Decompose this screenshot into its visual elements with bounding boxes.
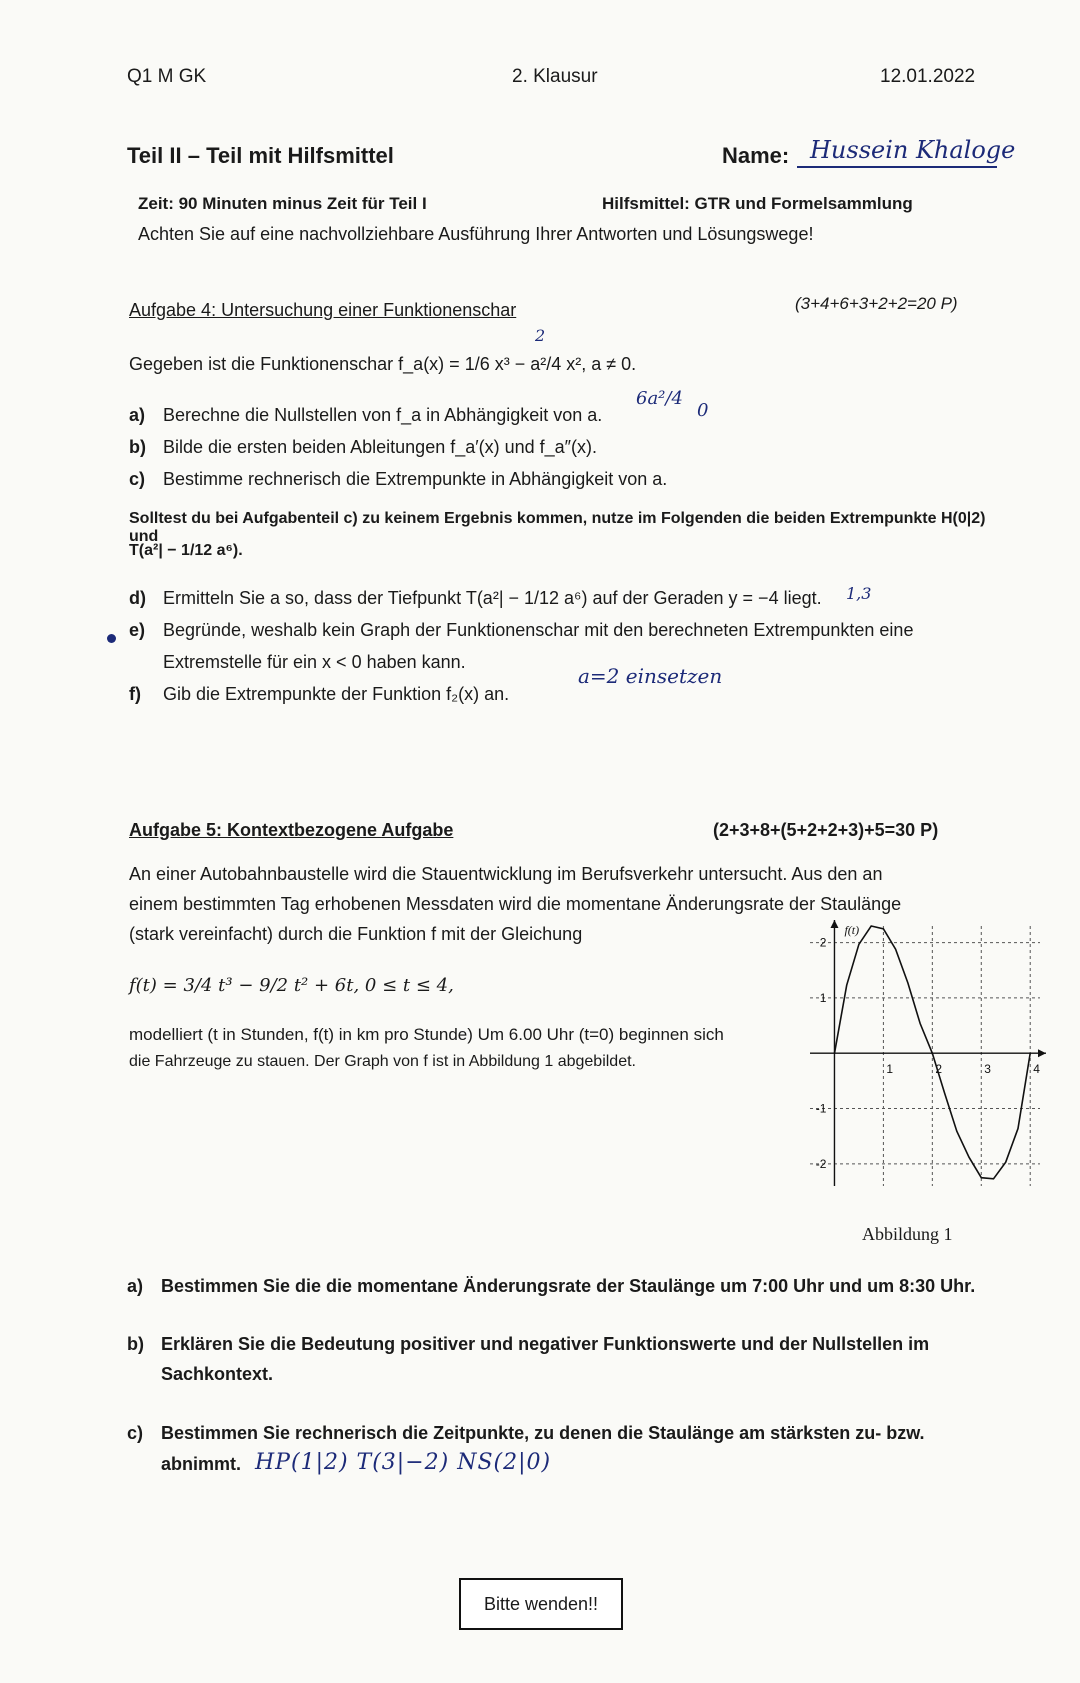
handwritten-zero: 0 xyxy=(697,400,709,421)
aids-note: Hilfsmittel: GTR und Formelsammlung xyxy=(602,194,913,213)
task4-item-d xyxy=(129,588,1029,612)
task5-item-a xyxy=(127,1276,1047,1300)
handwritten-f-note: a=2 einsetzen xyxy=(578,664,723,688)
figure-caption: Abbildung 1 xyxy=(862,1224,953,1244)
x-tick-label: 4 xyxy=(1033,1062,1040,1077)
task4-title: Aufgabe 4: Untersuchung einer Funktionenschar xyxy=(129,300,517,320)
name-label: Name: xyxy=(722,143,790,168)
time-note: Zeit: 90 Minuten minus Zeit für Teil I xyxy=(138,194,427,213)
instruction: Achten Sie auf eine nachvollziehbare Ausführung Ihrer Antworten und Lösungswege! xyxy=(138,224,814,244)
item-label: a) xyxy=(129,405,146,425)
item-text: Bestimmen Sie rechnerisch die Zeitpunkte, zu denen die Staulänge am stärksten zu- bzw. xyxy=(161,1423,925,1443)
task5-model-2: die Fahrzeuge zu stauen. Der Graph von f ist in Abbildung 1 abgebildet. xyxy=(129,1053,636,1070)
task4-points: (3+4+6+3+2+2=20 P) xyxy=(795,294,958,313)
item-label: d) xyxy=(129,588,146,608)
task4-hint-1: Solltest du bei Aufgabenteil c) zu keinem Ergebnis kommen, nutze im Folgenden die beiden Extrempunkte H(0|2) und xyxy=(129,510,986,545)
function-graph xyxy=(790,912,1050,1202)
x-tick-label: 3 xyxy=(984,1062,991,1077)
task4-item-a xyxy=(129,405,1029,429)
item-label: a) xyxy=(127,1276,144,1296)
y-axis-label: f(t) xyxy=(844,923,860,937)
task5-intro-1: An einer Autobahnbaustelle wird die Stauentwicklung im Berufsverkehr untersucht. Aus den an xyxy=(129,864,883,884)
task5-model-1: modelliert (t in Stunden, f(t) in km pro Stunde) Um 6.00 Uhr (t=0) beginnen sich xyxy=(129,1025,724,1044)
task5-item-b-line2: Sachkontext. xyxy=(161,1364,274,1384)
turn-over-box xyxy=(459,1578,623,1630)
task5-title: Aufgabe 5: Kontextbezogene Aufgabe xyxy=(129,820,454,840)
y-tick-label: -1 xyxy=(815,1101,827,1116)
bullet-dot xyxy=(107,634,116,643)
turn-over-text: Bitte wenden!! xyxy=(483,1594,599,1614)
handwritten-d-note: 1,3 xyxy=(846,584,872,603)
exam-number: 2. Klausur xyxy=(512,66,598,87)
y-tick-label: -2 xyxy=(815,1156,827,1171)
item-label: f) xyxy=(129,684,141,704)
task4-item-b xyxy=(129,437,1029,461)
x-axis-arrow xyxy=(1038,1049,1046,1057)
part-title: Teil II – Teil mit Hilfsmittel xyxy=(127,143,394,168)
item-text: Bestimme rechnerisch die Extrempunkte in Abhängigkeit von a. xyxy=(163,469,668,489)
task5-intro-3: (stark vereinfacht) durch die Funktion f mit der Gleichung xyxy=(129,924,583,944)
y-axis-arrow xyxy=(830,920,838,928)
item-label: b) xyxy=(127,1334,144,1354)
handwritten-a-note: 6a²/4 xyxy=(636,388,683,409)
item-text: Ermitteln Sie a so, dass der Tiefpunkt T(a²| − 1/12 a⁶) auf der Geraden y = −4 liegt. xyxy=(163,588,822,608)
task4-hint-2: T(a²| − 1/12 a⁶). xyxy=(129,542,243,559)
handwritten-given-mark: 2 xyxy=(535,326,546,345)
name-underline xyxy=(797,166,997,168)
task5-item-c-line2: abnimmt. xyxy=(161,1454,242,1474)
item-text: Begründe, weshalb kein Graph der Funktionenschar mit den berechneten Extrempunkten eine xyxy=(163,620,914,640)
task5-item-c xyxy=(127,1423,1047,1447)
handwritten-c-answer: HP(1|2) T(3|−2) NS(2|0) xyxy=(255,1450,552,1475)
x-tick-label: 2 xyxy=(935,1062,943,1077)
item-label: e) xyxy=(129,620,146,640)
task5-points: (2+3+8+(5+2+2+3)+5=30 P) xyxy=(713,820,939,840)
course-code: Q1 M GK xyxy=(127,66,207,87)
item-text: Bilde die ersten beiden Ableitungen f_a′(x) und f_a″(x). xyxy=(163,437,598,457)
task4-given: Gegeben ist die Funktionenschar f_a(x) = 1/6 x³ − a²/4 x², a ≠ 0. xyxy=(129,354,637,374)
item-text: Extremstelle für ein x < 0 haben kann. xyxy=(163,652,466,672)
y-tick-label: 1 xyxy=(819,990,827,1005)
y-tick-label: 2 xyxy=(819,935,827,950)
item-text: Berechne die Nullstellen von f_a in Abhängigkeit von a. xyxy=(163,405,603,425)
task5-intro-2: einem bestimmten Tag erhobenen Messdaten wird die momentane Änderungsrate der Staulänge xyxy=(129,894,902,914)
item-label: c) xyxy=(129,469,146,489)
task4-item-e xyxy=(129,620,1029,644)
name-handwritten: Hussein Khaloge xyxy=(810,136,1016,164)
task5-equation: f(t) = 3/4 t³ − 9/2 t² + 6t, 0 ≤ t ≤ 4, xyxy=(129,975,454,996)
x-tick-label: 1 xyxy=(886,1062,894,1077)
item-text: Gib die Extrempunkte der Funktion f₂(x) an. xyxy=(163,684,510,704)
task4-item-c xyxy=(129,469,1029,493)
item-label: c) xyxy=(127,1423,144,1443)
task5-item-b xyxy=(127,1334,1047,1358)
item-text: Erklären Sie die Bedeutung positiver und negativer Funktionswerte und der Nullstellen im xyxy=(161,1334,930,1354)
exam-date: 12.01.2022 xyxy=(880,66,976,87)
item-text: Bestimmen Sie die die momentane Änderungsrate der Staulänge um 7:00 Uhr und um 8:30 Uhr. xyxy=(161,1276,976,1296)
item-label: b) xyxy=(129,437,146,457)
